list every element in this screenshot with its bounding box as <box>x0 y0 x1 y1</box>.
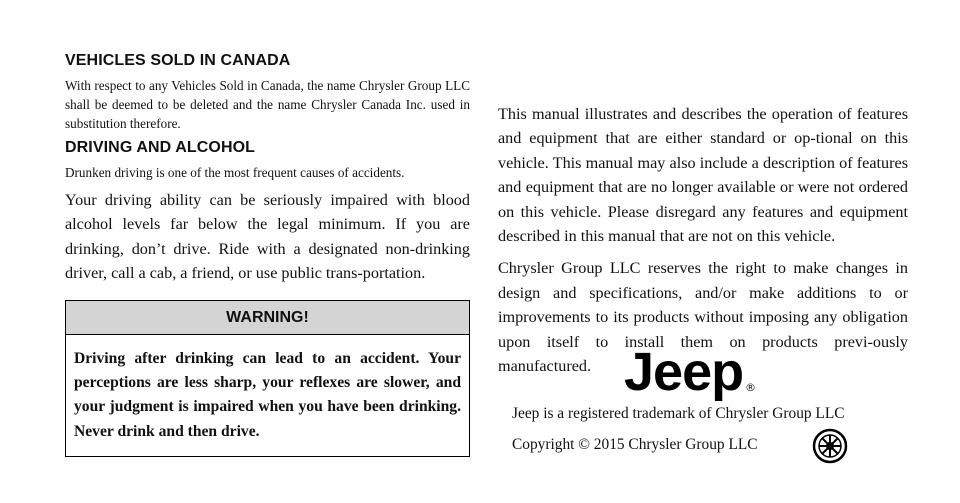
copyright-notice: Copyright © 2015 Chrysler Group LLC <box>512 436 758 453</box>
paragraph-canada: With respect to any Vehicles Sold in Canada, the name Chrysler Group LLC shall be deemed to be deleted and the name Chrysler Canada Inc. used in substitution therefore. <box>65 78 470 131</box>
jeep-logo-text: Jeep <box>624 342 744 402</box>
warning-title: WARNING! <box>66 301 469 335</box>
left-column <box>65 52 470 457</box>
warning-box <box>65 300 470 458</box>
trademark-notice: Jeep is a registered trademark of Chrysler Group LLC <box>512 405 845 422</box>
heading-vehicles-sold-in-canada: VEHICLES SOLD IN CANADA <box>65 52 291 69</box>
paragraph-drunken-driving: Drunken driving is one of the most frequent causes of accidents. <box>65 165 405 180</box>
warning-text: Driving after drinking can lead to an accident. Your perceptions are less sharp, your reflexes are slower, and your judgment is impaired when you have been drinking. Never drink and then drive. <box>74 349 461 440</box>
heading-driving-and-alcohol: DRIVING AND ALCOHOL <box>65 139 256 156</box>
registered-mark: ® <box>745 381 756 394</box>
jeep-logo <box>600 342 770 402</box>
paragraph-impaired: Your driving ability can be seriously impaired with blood alcohol levels far below the legal minimum. If you are drinking, don’t drive. Ride with a designated non-drinking driver, call a cab, a friend, or use public trans-portation. <box>65 191 470 283</box>
recycle-seal-icon <box>812 428 848 464</box>
paragraph-reserves-right: Chrysler Group LLC reserves the right to make changes in design and specifications, and/or make additions to or improvements to its products without imposing any obligation upon itself to install them on products previ-ously manufactured. <box>498 259 908 376</box>
paragraph-manual-illustrates: This manual illustrates and describes the operation of features and equipment that are either standard or op-tional on this vehicle. This manual may also include a description of features and equipment that are no longer available or were not ordered on this vehicle. Please disregard any features and equipment described in this manual that are not on this vehicle. <box>498 105 908 246</box>
